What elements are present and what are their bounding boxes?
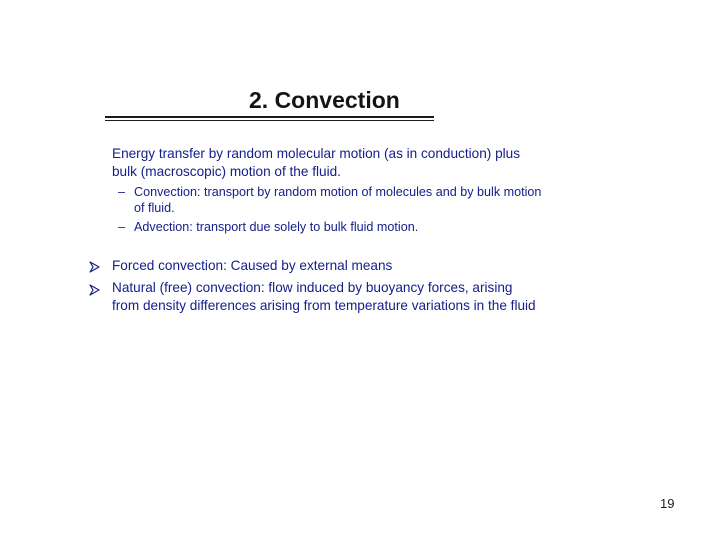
sub-item-dash: – [118, 185, 126, 199]
intro-paragraph [112, 145, 592, 181]
sub-item-convection-line-2: of fluid. [134, 201, 175, 215]
page-number: 19 [660, 496, 675, 511]
sub-item-dash: – [118, 220, 126, 234]
bullet-natural-convection-line-2: from density differences arising from temperature variations in the fluid [112, 298, 536, 313]
title-rule-thin [105, 120, 434, 121]
arrowhead-bullet-icon [89, 284, 101, 298]
sub-item-advection: Advection: transport due solely to bulk fluid motion. [134, 220, 419, 234]
title-rule-thick [105, 116, 434, 118]
bullet-natural-convection-line-1: Natural (free) convection: flow induced by buoyancy forces, arising [112, 280, 513, 295]
intro-line-2: bulk (macroscopic) motion of the fluid. [112, 164, 341, 179]
intro-line-1: Energy transfer by random molecular motion (as in conduction) plus [112, 146, 521, 161]
bullet-forced-convection: Forced convection: Caused by external means [112, 258, 393, 273]
sub-item-convection-line-1: Convection: transport by random motion of molecules and by bulk motion [134, 185, 542, 199]
arrowhead-bullet-icon [89, 261, 101, 275]
slide-title: 2. Convection [249, 87, 400, 113]
